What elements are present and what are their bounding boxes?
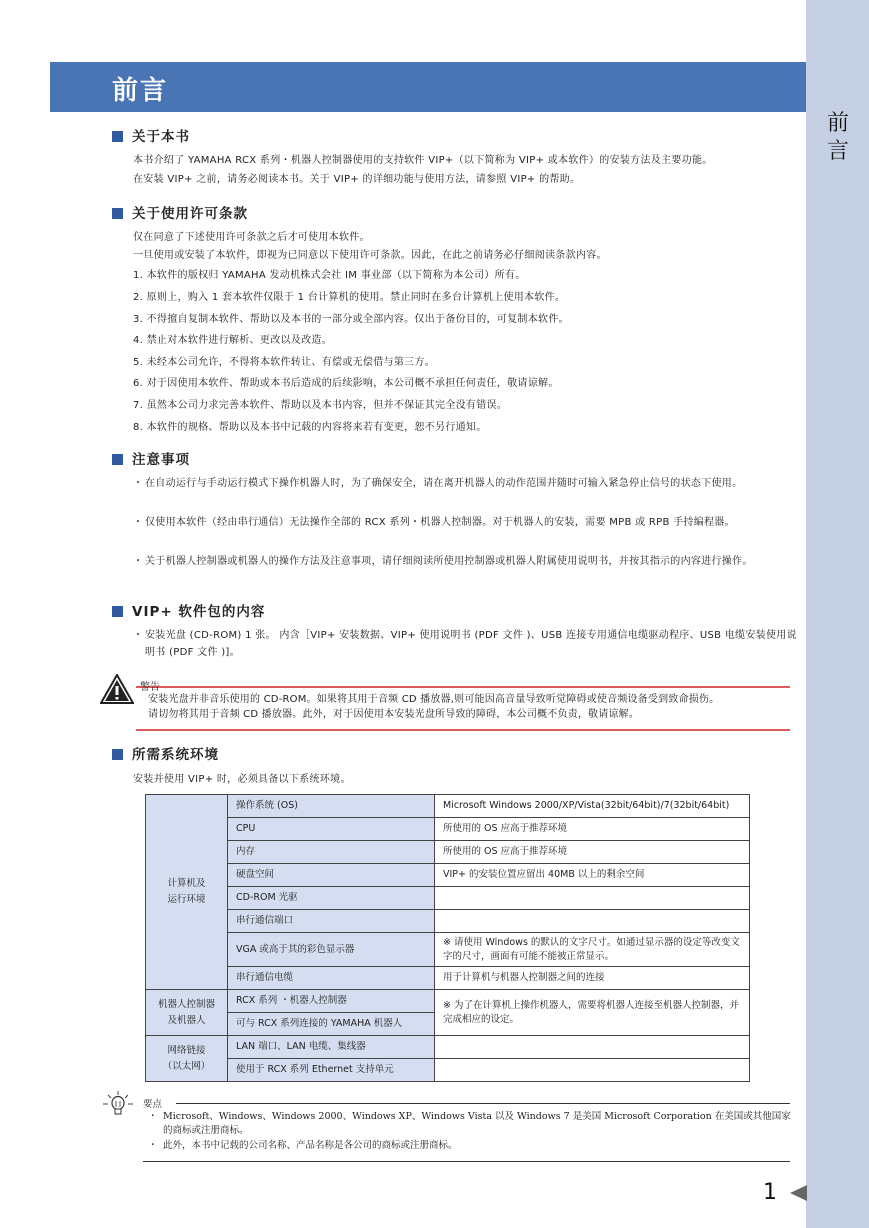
table-item: 串行通信电缆 <box>228 967 435 990</box>
table-item: 硬盘空间 <box>228 864 435 887</box>
about-book-line-1: 本书介绍了 YAMAHA RCX 系列・机器人控制器使用的支持软件 VIP+（以下简称为 VIP+ 或本软件）的安装方法及主要功能。 <box>133 155 713 166</box>
table-item: RCX 系列 ・机器人控制器 <box>228 990 435 1013</box>
table-item: 使用于 RCX 系列 Ethernet 支持单元 <box>228 1059 435 1082</box>
warning-text <box>148 693 798 722</box>
tip-bottom-line <box>143 1161 790 1162</box>
table-desc: 所使用的 OS 应高于推荐环境 <box>435 841 750 864</box>
table-desc <box>435 1036 750 1059</box>
category-network: 网络链接 （以太网） <box>146 1036 228 1082</box>
section-square-icon <box>112 131 123 142</box>
section-heading-notes: 注意事项 <box>112 448 190 468</box>
table-row <box>146 1059 750 1082</box>
table-row <box>146 910 750 933</box>
section-heading-about-book: 关于本书 <box>112 125 190 145</box>
table-row <box>146 841 750 864</box>
table-desc: VIP+ 的安装位置应留出 40MB 以上的剩余空间 <box>435 864 750 887</box>
section-heading-package: VIP+ 软件包的内容 <box>112 600 265 620</box>
section-heading-license: 关于使用许可条款 <box>112 202 248 222</box>
license-item-1: 1. 本软件的版权归 YAMAHA 发动机株式会社 IM 事业部（以下简称为本公司）所有。 <box>133 270 526 281</box>
tip-item-1: ・ Microsoft、Windows、Windows 2000、Windows XP、Windows Vista 以及 Windows 7 是美国 Microsoft Corporation 在美国或其他国家的商标或注册商标。 <box>148 1111 791 1136</box>
note-item-1: ・ 在自动运行与手动运行模式下操作机器人时，为了确保安全，请在离开机器人的动作范围并随时可输入紧急停止信号的状态下使用。 <box>133 478 743 489</box>
page-number: 1 <box>763 1180 777 1205</box>
table-row <box>146 933 750 967</box>
table-row <box>146 990 750 1013</box>
table-desc <box>435 910 750 933</box>
license-item-4: 4. 禁止对本软件进行解析、更改以及改造。 <box>133 335 333 346</box>
side-tab <box>806 0 869 1228</box>
table-item: CD-ROM 光驱 <box>228 887 435 910</box>
table-desc: ※ 为了在计算机上操作机器人，需要将机器人连接至机器人控制器，并完成相应的设定。 <box>435 990 750 1036</box>
warning-top-line <box>136 686 790 688</box>
tip-top-line <box>176 1103 790 1104</box>
table-desc: 用于计算机与机器人控制器之间的连接 <box>435 967 750 990</box>
license-item-2: 2. 原则上，购入 1 套本软件仅限于 1 台计算机的使用。禁止同时在多台计算机上使用本软件。 <box>133 292 566 303</box>
license-item-8: 8. 本软件的规格、帮助以及本书中记载的内容将来若有变更，恕不另行通知。 <box>133 422 487 433</box>
table-item: VGA 或高于其的彩色显示器 <box>228 933 435 967</box>
table-row <box>146 967 750 990</box>
table-desc <box>435 1059 750 1082</box>
table-row <box>146 1036 750 1059</box>
section-square-icon <box>112 208 123 219</box>
warning-icon <box>100 674 134 704</box>
warning-line-2: 请切勿将其用于音频 CD 播放器。此外，对于因使用本安装光盘所导致的障碍，本公司概不负责，敬请谅解。 <box>148 708 640 720</box>
table-item: CPU <box>228 818 435 841</box>
table-item: 可与 RCX 系列连接的 YAMAHA 机器人 <box>228 1013 435 1036</box>
tip-item-2: ・ 此外，本书中记载的公司名称、产品名称是各公司的商标或注册商标。 <box>148 1140 458 1151</box>
table-row <box>146 887 750 910</box>
page-arrow-icon <box>790 1185 807 1201</box>
section-square-icon <box>112 606 123 617</box>
table-item: LAN 端口、LAN 电缆、集线器 <box>228 1036 435 1059</box>
table-item: 串行通信端口 <box>228 910 435 933</box>
table-desc: Microsoft Windows 2000/XP/Vista(32bit/64bit)/7(32bit/64bit) <box>435 795 750 818</box>
license-item-7: 7. 虽然本公司力求完善本软件、帮助以及本书内容，但并不保证其完全没有错误。 <box>133 400 508 411</box>
table-row <box>146 864 750 887</box>
system-intro: 安装并使用 VIP+ 时，必须具备以下系统环境。 <box>133 774 351 785</box>
warning-line-1: 安装光盘并非音乐使用的 CD-ROM。如果将其用于音频 CD 播放器,则可能因高音量导致听觉障碍或使音频设备受到致命损伤。 <box>148 694 720 705</box>
tip-label: 要点 <box>143 1099 163 1110</box>
system-requirements-table <box>145 794 750 1082</box>
side-tab-label: 前言 <box>826 111 849 164</box>
license-intro-2: 一旦使用或安装了本软件，即视为已同意以下使用许可条款。因此，在此之前请务必仔细阅读条款内容。 <box>133 250 607 261</box>
about-book-line-2: 在安装 VIP+ 之前，请务必阅读本书。关于 VIP+ 的详细功能与使用方法，请参照 VIP+ 的帮助。 <box>133 174 581 185</box>
lightbulb-icon <box>103 1090 133 1118</box>
license-item-5: 5. 未经本公司允许，不得将本软件转让、有偿或无偿借与第三方。 <box>133 357 436 368</box>
section-square-icon <box>112 749 123 760</box>
title-bar <box>50 62 806 112</box>
page-title: 前言 <box>112 76 169 106</box>
table-desc: ※ 请使用 Windows 的默认的文字尺寸。如通过显示器的设定等改变文字的尺寸，画面有可能不能被正常显示。 <box>435 933 750 967</box>
license-intro-1: 仅在同意了下述使用许可条款之后才可使用本软件。 <box>133 232 370 243</box>
table-item: 内存 <box>228 841 435 864</box>
warning-label: 警告 <box>140 682 160 693</box>
package-item: ・ 安装光盘 (CD-ROM) 1 张。 内含［VIP+ 安装数据、VIP+ 使用说明书 (PDF 文件 )、USB 连接专用通信电缆驱动程序、USB 电缆安装使用说明书 (PDF 文件 )]。 <box>133 630 797 658</box>
category-computer: 计算机及 运行环境 <box>146 795 228 990</box>
note-item-2: ・ 仅使用本软件（经由串行通信）无法操作全部的 RCX 系列・机器人控制器。对于机器人的安装，需要 MPB 或 RPB 手持编程器。 <box>133 517 735 528</box>
section-square-icon <box>112 454 123 465</box>
table-row <box>146 818 750 841</box>
table-item: 操作系统 (OS) <box>228 795 435 818</box>
category-robot: 机器人控制器 及机器人 <box>146 990 228 1036</box>
note-item-3: ・ 关于机器人控制器或机器人的操作方法及注意事项，请仔细阅读所使用控制器或机器人附属使用说明书，并按其指示的内容进行操作。 <box>133 556 753 567</box>
table-desc: 所使用的 OS 应高于推荐环境 <box>435 818 750 841</box>
license-item-3: 3. 不得擅自复制本软件、帮助以及本书的一部分或全部内容。仅出于备份目的，可复制本软件。 <box>133 314 569 325</box>
section-heading-system: 所需系统环境 <box>112 743 219 763</box>
license-item-6: 6. 对于因使用本软件、帮助或本书后造成的后续影响，本公司概不承担任何责任，敬请谅解。 <box>133 378 559 389</box>
table-row <box>146 795 750 818</box>
warning-bottom-line <box>136 729 790 731</box>
table-desc <box>435 887 750 910</box>
